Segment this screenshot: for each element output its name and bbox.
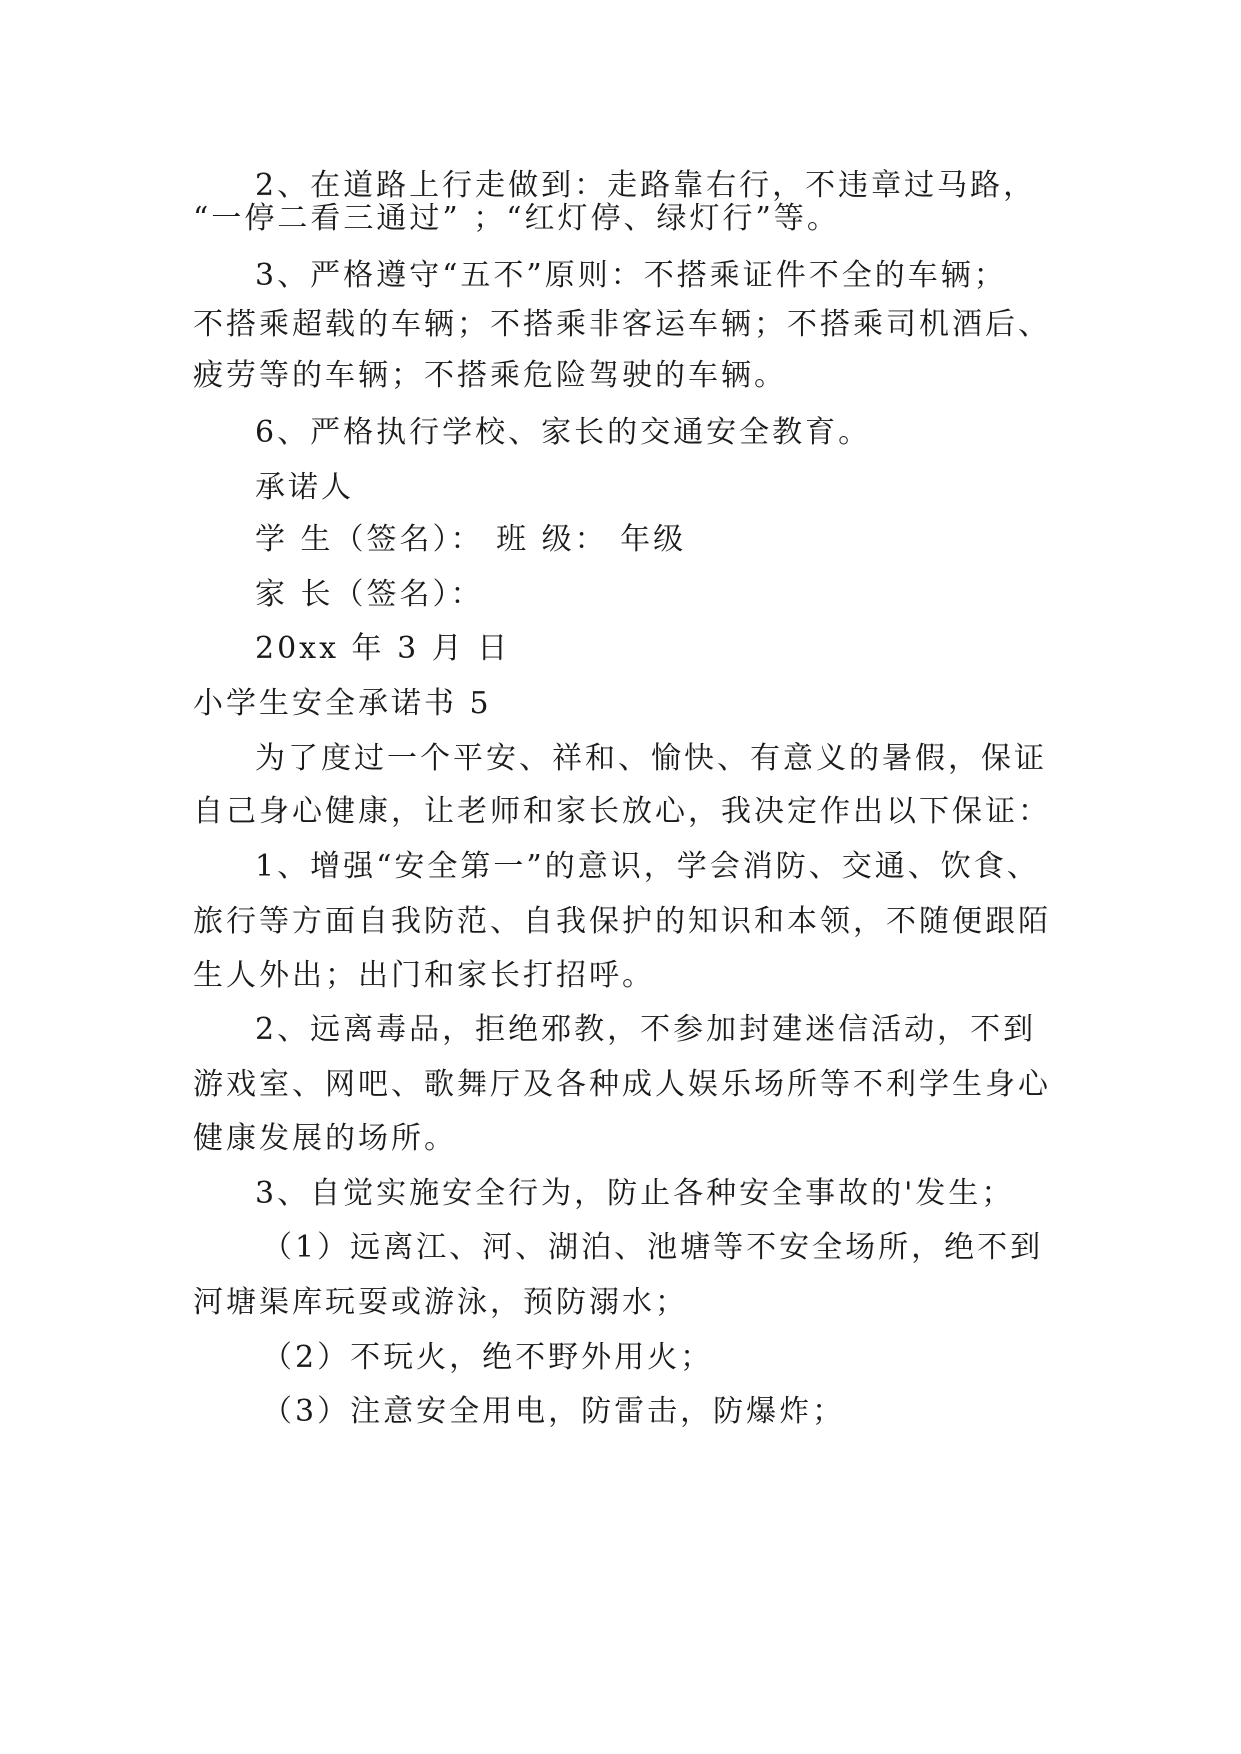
text-line: 3、自觉实施安全行为，防止各种安全事故的'发生； (255, 1176, 1015, 1211)
text-line: 健康发展的场所。 (193, 1121, 457, 1156)
text-line: 自己身心健康，让老师和家长放心，我决定作出以下保证： (193, 794, 1051, 829)
text-line: （1）远离江、河、湖泊、池塘等不安全场所，绝不到 (262, 1230, 1044, 1265)
text-line: 游戏室、网吧、歌舞厅及各种成人娱乐场所等不利学生身心 (193, 1067, 1051, 1102)
text-line: 疲劳等的车辆；不搭乘危险驾驶的车辆。 (193, 358, 787, 393)
text-line: 不搭乘超载的车辆；不搭乘非客运车辆；不搭乘司机酒后、 (193, 307, 1051, 342)
text-line: 2、在道路上行走做到：走路靠右行，不违章过马路， (255, 168, 1037, 203)
text-line: “一停二看三通过” ；“红灯停、绿灯行”等。 (193, 201, 840, 236)
text-line: 生人外出；出门和家长打招呼。 (193, 958, 655, 993)
text-line: （2）不玩火，绝不野外用火； (262, 1340, 714, 1375)
text-line: 1、增强“安全第一”的意识，学会消防、交通、饮食、 (255, 849, 1040, 884)
section-title: 小学生安全承诺书 5 (193, 686, 492, 721)
text-line: 河塘渠库玩耍或游泳，预防溺水； (193, 1285, 688, 1320)
text-line: 旅行等方面自我防范、自我保护的知识和本领，不随便跟陌 (193, 904, 1051, 939)
text-line: 20xx 年 3 月 日 (255, 631, 511, 666)
text-line: 3、严格遵守“五不”原则：不搭乘证件不全的车辆； (255, 258, 1007, 293)
text-line: 2、远离毒品，拒绝邪教，不参加封建迷信活动，不到 (255, 1012, 1037, 1047)
text-line: 为了度过一个平安、祥和、愉快、有意义的暑假，保证 (255, 741, 1047, 776)
text-line: （3）注意安全用电，防雷击，防爆炸； (262, 1394, 846, 1429)
text-line: 家 长（签名）： (255, 577, 484, 612)
text-line: 6、严格执行学校、家长的交通安全教育。 (255, 415, 872, 450)
text-line: 学 生（签名）： 班 级： 年级 (255, 522, 687, 557)
text-line: 承诺人 (255, 470, 354, 505)
